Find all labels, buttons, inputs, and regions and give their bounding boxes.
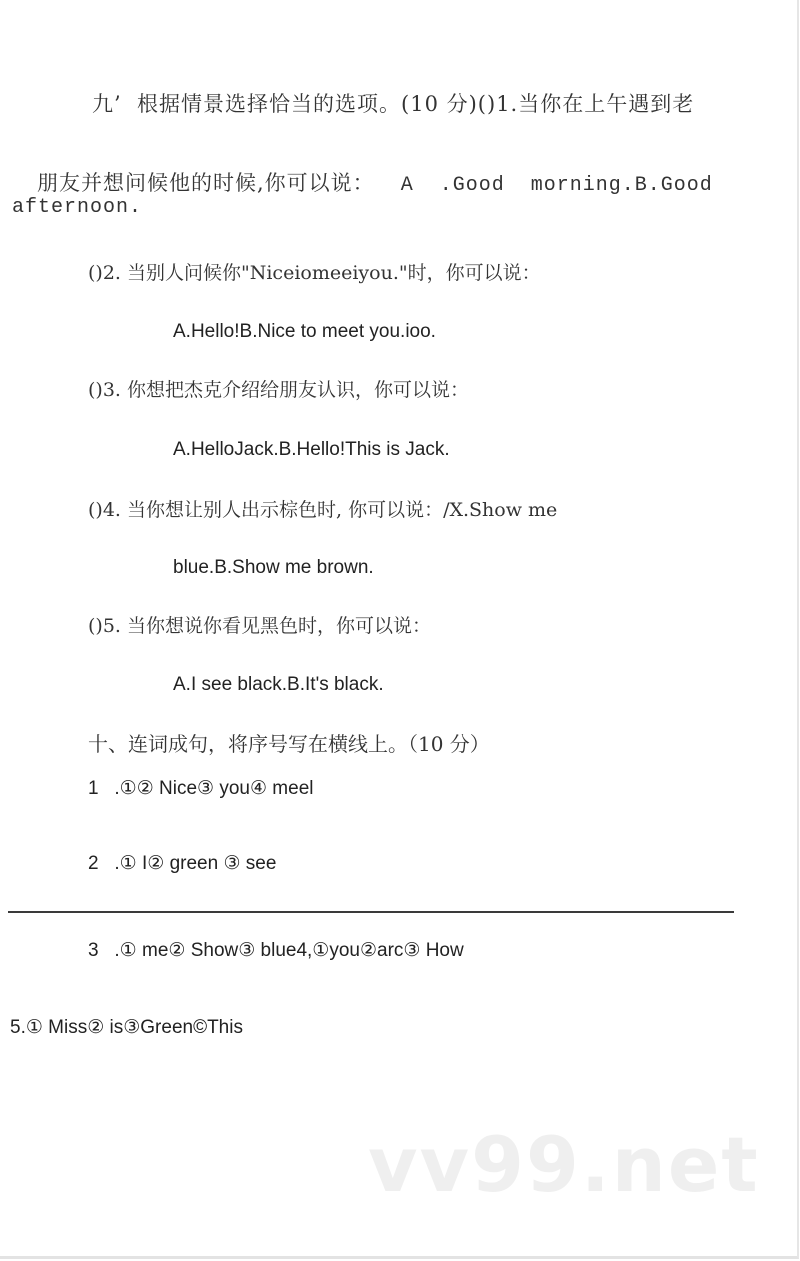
question2-options: A.Hello!B.Nice to meet you.ioo. — [173, 321, 436, 342]
question1-prompt-cn: 朋友并想问候他的时候,你可以说： — [37, 171, 375, 195]
question1-line3: afternoon. — [12, 196, 143, 219]
question2-prompt: ()2. 当别人问候你"Niceiomeeiyou."时，你可以说： — [88, 262, 541, 284]
question4-prompt: ()4. 当你想让别人出示棕色时, 你可以说：/X.Show me — [88, 499, 558, 521]
question3-prompt: ()3. 你想把杰克介绍给朋友认识，你可以说： — [88, 379, 469, 401]
watermark: vv99.net — [368, 1120, 760, 1209]
question1-options: A .Good morning.B.Good — [374, 174, 713, 197]
reorder-item-3-4: 3 .① me② Show③ blue4,①you②arc③ How — [88, 940, 464, 961]
answer-line — [8, 911, 734, 913]
section9-heading-line: 九’ 根据情景选择恰当的选项。(10 分)()1.当你在上午遇到老 — [92, 92, 695, 116]
question5-prompt: ()5. 当你想说你看见黑色时，你可以说： — [88, 615, 431, 637]
question4-options: blue.B.Show me brown. — [173, 557, 374, 578]
question3-options: A.HelloJack.B.Hello!This is Jack. — [173, 439, 450, 460]
section10-heading: 十、连词成句，将序号写在横线上。（10 分） — [88, 732, 490, 756]
reorder-item-1: 1 .①② Nice③ you④ meel — [88, 778, 314, 799]
reorder-item-5: 5.① Miss② is③Green©This — [10, 1017, 243, 1038]
question5-options: A.I see black.B.It's black. — [173, 674, 384, 695]
reorder-item-2: 2 .① I② green ③ see — [88, 853, 277, 874]
